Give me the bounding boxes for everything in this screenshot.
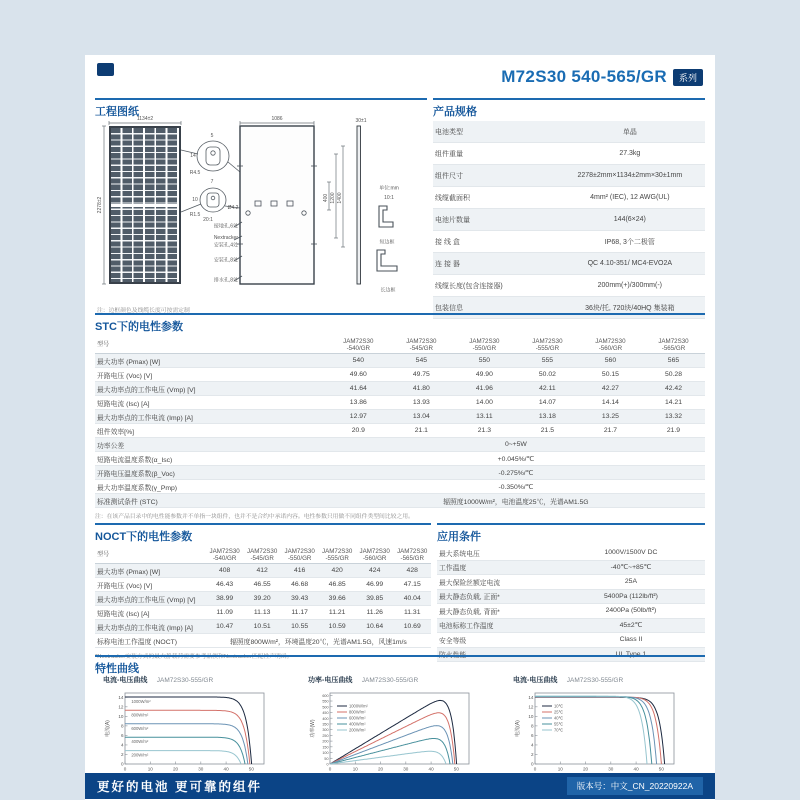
chart-model: JAM72S30-555/GR (156, 677, 214, 684)
drawing-label: 单位:mm (379, 185, 399, 192)
svg-text:250: 250 (322, 733, 329, 738)
table-row: 短路电流温度系数(α_Isc) +0.045%/℃ (95, 452, 705, 466)
svg-text:10: 10 (352, 766, 358, 772)
table-header-row: 型号 JAM72S30 -540/GR JAM72S30 -545/GR JAM72S30 -550/GR JAM72S30 -555/GR JAM72S30 -560/GR JAM72S30 -565/GR (95, 336, 705, 354)
drawing-label: 1200 (330, 192, 336, 204)
row-label: 接 线 盒 (435, 238, 460, 246)
drawing-label: 安装孔,4处 (213, 242, 238, 249)
chart-model: JAM72S30-555/GR (361, 677, 419, 684)
svg-text:600: 600 (322, 693, 329, 698)
table-row (437, 604, 705, 619)
section-title-noct: NOCT下的电性参数 (95, 523, 431, 544)
iv-irradiance-plot (103, 689, 273, 781)
table-row (437, 575, 705, 590)
noct-table (95, 546, 431, 648)
row-label: 最大静态负载, 正面* (439, 594, 500, 602)
row-label: 电池标称工作温度 (439, 623, 494, 631)
row-value: -40℃~+85℃ (610, 564, 652, 572)
row-value: 144(6×24) (613, 216, 646, 223)
section-noct-parameters (95, 523, 431, 660)
row-label: 防火性能 (439, 652, 467, 660)
svg-text:550: 550 (322, 699, 329, 704)
table-row: 短路电流 (Isc) [A] 11.09 11.13 11.17 11.21 11.26 11.31 (95, 606, 431, 620)
drawing-label: Nextracker (213, 235, 238, 241)
document-header (501, 67, 703, 87)
row-label: 连 接 器 (435, 260, 460, 268)
application-table (437, 546, 705, 662)
svg-text:20: 20 (172, 766, 179, 772)
svg-text:电流(A): 电流(A) (105, 720, 111, 737)
svg-text:2: 2 (530, 752, 534, 758)
svg-text:200W/m²: 200W/m² (131, 752, 149, 758)
drawing-label: 2278±2 (97, 196, 103, 214)
chart-model: JAM72S30-555/GR (566, 677, 624, 684)
svg-text:1000W/m²: 1000W/m² (131, 698, 151, 704)
svg-text:20: 20 (582, 766, 589, 772)
table-row: 最大功率 (Pmax) [W] 408 412 416 420 424 428 (95, 564, 431, 578)
drawing-label: 接地孔,6处 (213, 223, 238, 230)
svg-text:8: 8 (530, 723, 534, 729)
row-value: 1000V/1500V DC (604, 549, 658, 557)
svg-text:150: 150 (322, 745, 329, 750)
svg-text:10: 10 (118, 713, 124, 719)
svg-text:4: 4 (530, 742, 534, 748)
svg-text:200W/m²: 200W/m² (349, 727, 366, 733)
row-label: 线缆长度(包含连接器) (435, 282, 503, 290)
svg-text:50: 50 (453, 766, 459, 772)
drawing-geometry (95, 116, 425, 298)
version-badge: 版本号：中文_CN_20220922A (567, 777, 703, 795)
series-badge: 系列 (673, 69, 703, 86)
table-row: 最大功率点的工作电流 (Imp) [A] 12.97 13.04 13.11 13.18 13.25 13.32 (95, 410, 705, 424)
drawing-label: R4.5 (189, 170, 201, 176)
row-label: 电池类型 (435, 128, 463, 136)
iv-temperature-plot (513, 689, 683, 781)
svg-text:350: 350 (322, 722, 329, 727)
footer-slogan: 更好的电池 更可靠的组件 (97, 780, 262, 794)
svg-text:12: 12 (118, 704, 124, 710)
product-title: M72S30 540-565/GR (501, 67, 667, 86)
svg-text:30: 30 (608, 766, 614, 772)
stc-table (95, 336, 705, 508)
row-label: 组件重量 (435, 150, 463, 158)
table-row (437, 561, 705, 576)
section-stc-parameters (95, 313, 705, 520)
drawing-label: 1086 (271, 116, 283, 122)
svg-text:100: 100 (322, 751, 329, 756)
svg-text:30: 30 (403, 766, 409, 772)
parameter-table (95, 546, 431, 648)
svg-text:14: 14 (118, 694, 124, 700)
drawing-label: 10:1 (384, 195, 394, 201)
table-row: 开路电压 (Voc) [V] 46.43 46.55 46.68 46.85 46.99 47.15 (95, 578, 431, 592)
drawing-label: 安装孔,8处 (213, 257, 238, 264)
drawing-label: R1.5 (189, 212, 201, 218)
row-value: 2400Pa (50lb/ft²) (605, 607, 657, 615)
table-row: 开路电压温度系数(β_Voc) -0.275%/℃ (95, 466, 705, 480)
svg-text:40: 40 (428, 766, 434, 772)
svg-text:500: 500 (322, 705, 329, 710)
table-row: 短路电流 (Isc) [A] 13.86 13.93 14.00 14.07 14.14 14.21 (95, 396, 705, 410)
svg-text:4: 4 (120, 742, 124, 748)
svg-text:20: 20 (377, 766, 384, 772)
drawing-label: 30±1 (355, 118, 367, 124)
chart-title: 电流-电压曲线 (103, 677, 148, 684)
svg-text:50: 50 (248, 766, 254, 772)
row-value: IP68, 3个二极管 (604, 238, 655, 246)
table-row (433, 209, 705, 231)
svg-text:6: 6 (530, 733, 534, 739)
table-row (433, 143, 705, 165)
svg-text:300: 300 (322, 728, 329, 733)
row-value: 200mm(+)/300mm(-) (597, 282, 663, 289)
svg-text:1000W/m²: 1000W/m² (349, 703, 368, 709)
section-application-conditions (437, 523, 705, 662)
chart-pv-irradiance (308, 669, 480, 781)
svg-text:600W/m²: 600W/m² (131, 725, 149, 731)
stc-note: 注：在该产品目录中的电性能参数并不单指一块组件，也并不是合约中承诺内容。电性参数只用做不同组件类型间比较之用。 (95, 514, 414, 521)
svg-text:电流(A): 电流(A) (515, 720, 521, 737)
table-row (437, 546, 705, 561)
noct-footnote: *Nextracker安装方式的最大静载荷需要参考晶澳和Nextracker匹配性声明函。 (95, 654, 293, 661)
drawing-label: 14 (190, 153, 196, 159)
svg-text:0: 0 (533, 766, 537, 772)
svg-text:8: 8 (120, 723, 124, 729)
svg-text:400W/m²: 400W/m² (349, 721, 366, 727)
row-value: 5400Pa (112lb/ft²) (604, 592, 658, 600)
svg-text:50: 50 (658, 766, 664, 772)
svg-text:0: 0 (123, 766, 127, 772)
row-value: 单晶 (622, 128, 637, 136)
svg-text:450: 450 (322, 711, 329, 716)
drawing-label: 1400 (337, 192, 343, 204)
table-row (433, 165, 705, 187)
svg-text:600W/m²: 600W/m² (349, 715, 366, 721)
table-row: 最大功率点的工作电压 (Vmp) [V] 38.99 39.20 39.43 39.66 39.85 40.04 (95, 592, 431, 606)
drawing-label: 5 (210, 133, 214, 139)
drawing-label: 20:1 (203, 217, 213, 223)
row-label: 电池片数量 (435, 216, 470, 224)
svg-text:40: 40 (223, 766, 229, 772)
row-label: 组件尺寸 (435, 172, 463, 180)
svg-text:10: 10 (528, 713, 534, 719)
row-label: 安全等级 (439, 637, 467, 645)
table-row (437, 633, 705, 648)
section-title-stc: STC下的电性参数 (95, 313, 705, 334)
drawing-label: 长边框 (380, 287, 396, 294)
svg-text:10℃: 10℃ (554, 703, 564, 709)
svg-text:0: 0 (530, 761, 534, 767)
section-title-curves: 特性曲线 (95, 655, 705, 676)
svg-text:0: 0 (326, 762, 329, 767)
chart-iv-irradiance (103, 669, 275, 781)
datasheet-page (85, 55, 715, 800)
svg-text:12: 12 (528, 704, 534, 710)
row-label: 包装信息 (435, 304, 463, 312)
table-row (433, 187, 705, 209)
row-value: Class II (619, 636, 643, 644)
table-row: 标准测试条件 (STC) 辐照度1000W/m²，电池温度25℃，光谱AM1.5G (95, 494, 705, 508)
row-value: 45±2℃ (619, 622, 643, 630)
row-label: 最大系统电压 (439, 550, 480, 558)
section-engineering-drawing (95, 98, 427, 314)
svg-text:200: 200 (322, 739, 329, 744)
svg-text:40: 40 (633, 766, 639, 772)
pv-irradiance-plot (308, 689, 478, 781)
drawing-label: 10 (192, 197, 198, 203)
chart-title: 功率-电压曲线 (308, 677, 353, 684)
row-value: UL Type 1 (615, 650, 647, 658)
svg-text:40℃: 40℃ (554, 715, 564, 721)
table-row: 组件效率[%] 20.9 21.1 21.3 21.5 21.7 21.9 (95, 424, 705, 438)
table-row (437, 619, 705, 634)
svg-text:70℃: 70℃ (554, 727, 564, 733)
svg-text:400: 400 (322, 716, 329, 721)
chart-title-row (308, 669, 480, 687)
svg-text:55℃: 55℃ (554, 721, 564, 727)
row-value: QC 4.10-351/ MC4-EVO2A (587, 260, 673, 267)
svg-text:2: 2 (120, 752, 124, 758)
row-value: 36块/托, 720块/40HQ 集装箱 (585, 304, 675, 312)
svg-text:50: 50 (324, 756, 329, 761)
row-label: 工作温度 (439, 565, 467, 573)
table-row (437, 590, 705, 605)
table-row: 最大功率 (Pmax) [W] 540 545 550 555 560 565 (95, 354, 705, 368)
svg-text:400W/m²: 400W/m² (131, 739, 149, 745)
drawing-label: 短边框 (379, 239, 395, 246)
row-value: 4mm² (IEC), 12 AWG(UL) (590, 194, 670, 201)
table-row (433, 253, 705, 275)
chart-iv-temperature (513, 669, 685, 781)
row-label: 最大保险丝额定电流 (439, 579, 501, 587)
engineering-drawing (95, 116, 425, 298)
brand-logo (97, 63, 114, 76)
table-row: 开路电压 (Voc) [V] 49.60 49.75 49.90 50.02 50.15 50.28 (95, 368, 705, 382)
table-row: 最大功率点的工作电压 (Vmp) [V] 41.64 41.80 41.96 42.11 42.27 42.42 (95, 382, 705, 396)
svg-text:800W/m²: 800W/m² (349, 709, 366, 715)
table-row: 功率公差 0~+5W (95, 438, 705, 452)
row-value: 25A (624, 578, 637, 586)
svg-text:10: 10 (147, 766, 153, 772)
svg-text:10: 10 (557, 766, 563, 772)
table-header-row: 型号 JAM72S30 -540/GR JAM72S30 -545/GR JAM72S30 -550/GR JAM72S30 -555/GR JAM72S30 -560/GR JAM72S30 -565/GR (95, 546, 431, 564)
svg-text:14: 14 (528, 694, 534, 700)
chart-title-row (513, 669, 685, 687)
footer-band (85, 773, 715, 799)
table-row (433, 275, 705, 297)
row-value: 27.3kg (619, 150, 641, 157)
svg-text:功率(W): 功率(W) (310, 719, 316, 738)
section-characteristic-curves (95, 655, 705, 772)
table-row (433, 231, 705, 253)
svg-text:6: 6 (120, 733, 124, 739)
section-product-specs (433, 98, 705, 319)
table-row: 最大功率点的工作电流 (Imp) [A] 10.47 10.51 10.55 10.59 10.64 10.69 (95, 620, 431, 634)
row-label: 最大静态负载, 背面* (439, 608, 500, 616)
table-row (433, 121, 705, 143)
chart-title-row (103, 669, 275, 687)
svg-text:800W/m²: 800W/m² (131, 712, 149, 718)
svg-text:25℃: 25℃ (554, 709, 564, 715)
svg-text:0: 0 (120, 761, 124, 767)
row-label: 线缆截面积 (435, 194, 470, 202)
chart-title: 电流-电压曲线 (513, 677, 558, 684)
table-row: 标称电池工作温度 (NOCT) 辐照度800W/m²，环境温度20℃，光谱AM1.5G，风速1m/s (95, 634, 431, 648)
row-value: 2278±2mm×1134±2mm×30±1mm (577, 172, 683, 179)
svg-text:0: 0 (328, 766, 332, 772)
section-title-specs: 产品规格 (433, 98, 705, 119)
drawing-label: 1134±2 (136, 116, 154, 122)
drawing-note: 注：边框颜色及线缆长度可按需定制 (97, 308, 190, 314)
drawing-label: 排水孔,8处 (213, 277, 238, 284)
parameter-table (95, 336, 705, 508)
product-specs-table (433, 121, 705, 319)
table-row: 最大功率温度系数(γ_Pmp) -0.350%/℃ (95, 480, 705, 494)
drawing-label: 400 (323, 193, 329, 203)
drawing-label: 7 (210, 179, 214, 185)
svg-text:30: 30 (198, 766, 204, 772)
section-title-drawing: 工程图纸 (95, 98, 427, 119)
section-title-application: 应用条件 (437, 523, 705, 544)
drawing-label: Ø4.2 (227, 205, 239, 211)
